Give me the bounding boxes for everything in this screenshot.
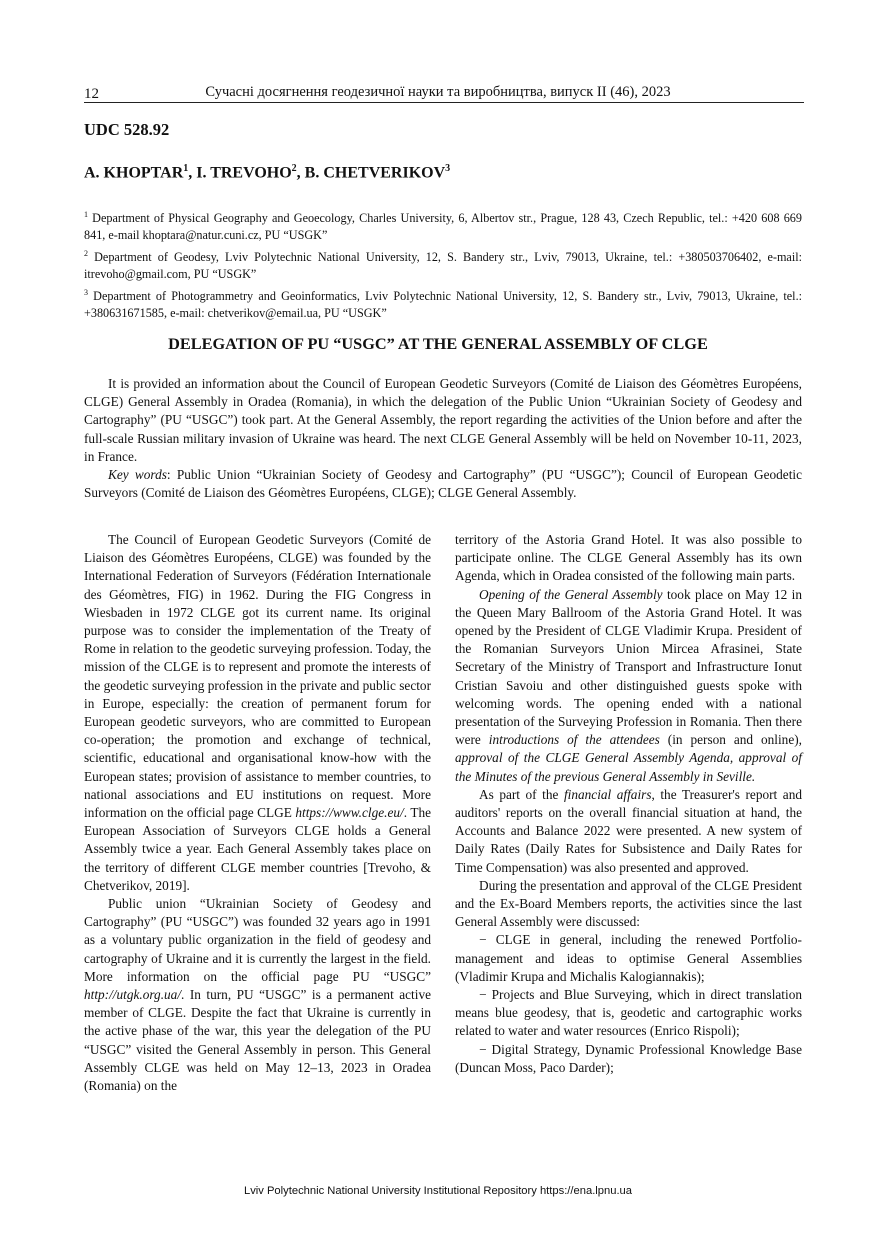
paper-title: DELEGATION OF PU “USGC” AT THE GENERAL ASSEMBLY OF CLGE <box>168 334 708 353</box>
affil-text: Department of Physical Geography and Geoecology, Charles University, 6, Albertov str., Prague, 128 43, Czech Republic, tel.: +420 608 669 841, e-mail khoptara@natur.cuni.cz, PU “USGK” <box>84 211 802 243</box>
clge-url-link[interactable]: https://www.clge.eu/ <box>295 805 404 821</box>
header-rule <box>84 102 804 103</box>
list-item: − Projects and Blue Surveying, which in direct translation means blue geodesy, that is, geodetic and cartographic works related to water and water resources (Enrico Rispoli); <box>455 987 802 1039</box>
udc-code: UDC 528.92 <box>84 120 170 139</box>
paragraph <box>455 786 802 877</box>
text-run: . The European Association of Surveyors CLGE holds a General Assembly twice a year. Each General Assembly takes place on the territory of different CLGE member countries [Trevoho, & Chetverikov, 2019]. <box>84 805 431 893</box>
author-separator: , <box>296 164 305 182</box>
text-run: Opening of the General Assembly <box>479 586 663 602</box>
author-affil-mark: 1 <box>183 163 189 174</box>
list-item: − CLGE in general, including the renewed Portfolio-management and ideas to optimise General Assemblies (Vladimir Krupa and Michalis Kalogiannakis); <box>455 932 802 984</box>
author-affil-mark: 3 <box>445 163 451 174</box>
repository-footer: Lviv Polytechnic National University Institutional Repository https://ena.lpnu.ua <box>243 1185 633 1197</box>
authors <box>84 163 450 182</box>
paragraph <box>84 531 431 895</box>
list-item: − Digital Strategy, Dynamic Professional Knowledge Base (Duncan Moss, Paco Darder); <box>455 1041 802 1075</box>
affil-mark: 2 <box>84 248 88 258</box>
text-run: took place on May 12 in the Queen Mary Ballroom of the Astoria Grand Hotel. It was opened by the President of CLGE Vladimir Krupa. President of the Romanian Surveyors Union Mircea Afrasinei, State Secretary of the Ministry of Transport and Infrastructure Ionut Cristian Savoiu and other distinguished guests spoke with welcoming words. The opening ended with a national presentation of the Surveying Profession in Romania. Then there were <box>455 586 802 748</box>
left-column <box>84 531 431 1095</box>
text-run: The Council of European Geodetic Surveyors (Comité de Liaison des Géomètres Européens, CLGE) was founded by the International Federation of Surveyors (Fédération Internationale des Géomètres, FIG) in 1962. During the FIG Congress in Wiesbaden in 1972 CLGE got its current name. Its original purpose was to consider the implementation of the Treaty of Rome in relation to the geodetic surveying profession. Today, the mission of the CLGE is to represent and promote the interests of the geodetic surveying profession in the private and public sector in Europe, especially: the creation of permanent forum for European geodetic surveyors, who are committed to European co-operation; the promotion and exchange of technical, scientific, educational and organisational know-how with the European states; provision of assistance to member countries, to national associations and EU institutions on request. More information on the official page CLGE <box>84 532 431 821</box>
keywords-label: Key words <box>108 467 167 483</box>
text-run: introductions of the attendees <box>488 732 660 748</box>
author-name: B. CHETVERIKOV <box>304 164 446 182</box>
affiliations <box>84 206 802 323</box>
abstract-text: It is provided an information about the Council of European Geodetic Surveyors (Comité de Liaison des Géomètres Européens, CLGE) General Assembly in Oradea (Romania), in which the delegation of the Public Union “Ukrainian Society of Geodesy and Cartography” (PU “USGC”) took part. At the General Assembly, the report regarding the activities of the Union before and after the full-scale Russian military invasion of Ukraine was heard. The next CLGE General Assembly will be held on November 10-11, 2023, in France. <box>84 376 802 464</box>
paragraph <box>455 586 802 786</box>
right-column <box>455 531 802 1077</box>
text-run: As part of the <box>479 786 564 802</box>
text-run: approval of the CLGE General Assembly Agenda, approval of the Minutes of the previous General Assembly in Seville. <box>455 750 802 784</box>
journal-running-header: Сучасні досягнення геодезичної науки та виробництва, випуск II (46), 2023 <box>205 84 671 100</box>
page-number: 12 <box>84 86 99 102</box>
text-run: , the Treasurer's report and auditors' reports on the overall financial situation at hand, the Accounts and Balance 2022 were presented. A new system of Daily Rates (Daily Rates for Subsistence and Daily Rates for Time Compensation) was also presented and approved. <box>455 786 802 875</box>
text-run: . In turn, PU “USGC” is a permanent active member of CLGE. Despite the fact that Ukraine is currently in the active phase of the war, this year the delegation of the PU “USGC” visited the General Assembly in person. This General Assembly CLGE was held on May 12–13, 2023 in Oradea (Romania) on the <box>84 987 431 1094</box>
paragraph <box>84 895 431 1095</box>
text-run: financial affairs <box>563 786 652 802</box>
author-name: A. KHOPTAR <box>84 164 184 182</box>
text-run: Public union “Ukrainian Society of Geodesy and Cartography” (PU “USGC”) was founded 32 years ago in 1991 as a voluntary public organization in the field of geodesy and cartography of Ukraine and it is currently the largest in the field. More information on the official page PU “USGC” <box>84 896 431 984</box>
keywords <box>84 466 802 502</box>
paragraph: territory of the Astoria Grand Hotel. It was also possible to participate online. The CLGE General Assembly has its own Agenda, which in Oradea consisted of the following main parts. <box>455 532 802 584</box>
keywords-text: : Public Union “Ukrainian Society of Geodesy and Cartography” (PU “USGC”); Council of European Geodetic Surveyors (Comité de Liaison des Géomètres Européens, CLGE); CLGE General Assembly. <box>84 467 802 501</box>
affil-text: Department of Geodesy, Lviv Polytechnic National University, 12, S. Bandery str., Lviv, 79013, Ukraine, tel.: +380503706402, e-mail: itrevoho@gmail.com, PU “USGK” <box>84 249 802 282</box>
text-run: (in person and online), <box>659 732 802 748</box>
usgc-url-link[interactable]: http://utgk.org.ua/ <box>84 987 182 1003</box>
abstract <box>84 375 802 502</box>
affiliation <box>84 284 802 323</box>
affil-text: Department of Photogrammetry and Geoinformatics, Lviv Polytechnic National University, 12, S. Bandery str., Lviv, 79013, Ukraine, tel.: +380631671585, e-mail: chetverikov@email.ua, PU “USGK” <box>84 288 802 321</box>
affiliation <box>84 206 802 245</box>
affil-mark: 1 <box>84 210 88 219</box>
author-name: I. TREVOHO <box>196 164 292 182</box>
author-separator: , <box>188 164 197 182</box>
author-affil-mark: 2 <box>291 163 297 174</box>
paragraph: During the presentation and approval of the CLGE President and the Ex-Board Members reports, the activities since the last General Assembly were discussed: <box>455 877 802 930</box>
affiliation <box>84 245 802 284</box>
affil-mark: 3 <box>84 287 88 297</box>
